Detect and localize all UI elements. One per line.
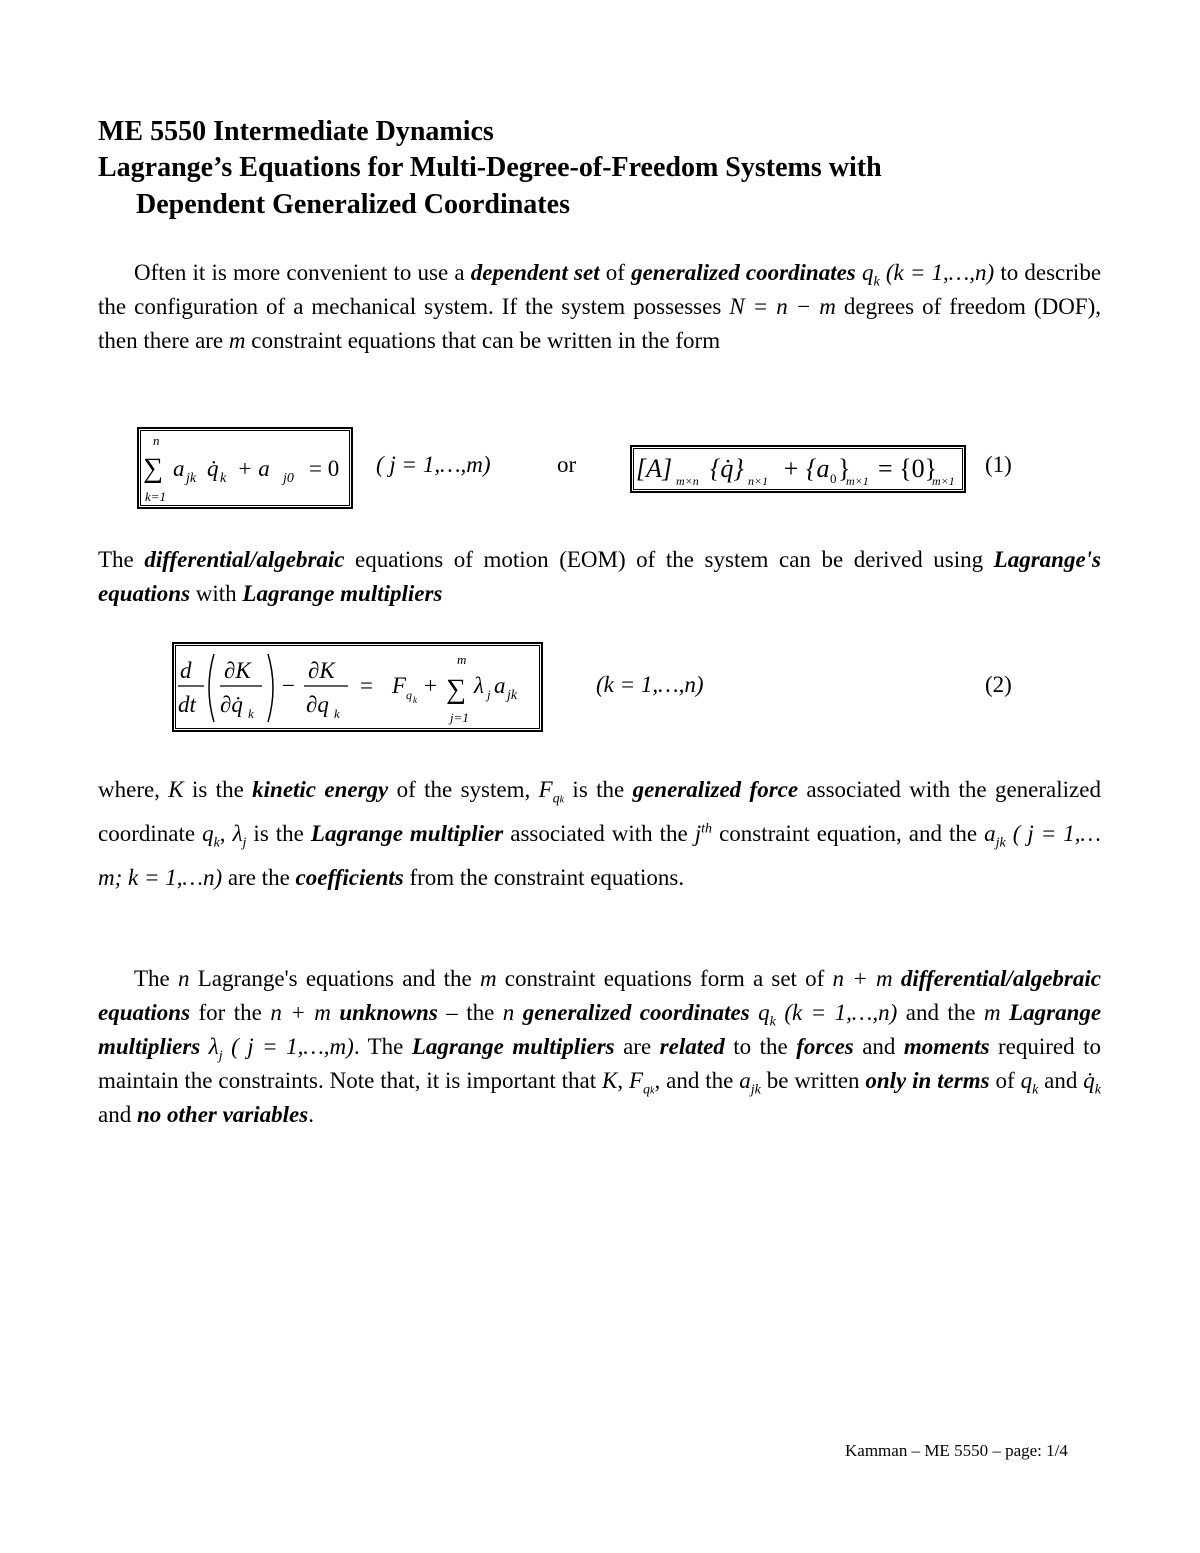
- equation-2-range: (k = 1,…,n): [596, 672, 704, 697]
- term-dependent-set: dependent set: [470, 260, 600, 285]
- svg-text:q̇: q̇: [207, 456, 219, 481]
- svg-text:q: q: [406, 688, 412, 702]
- svg-text:∑: ∑: [446, 674, 466, 705]
- svg-text:−: −: [282, 673, 295, 698]
- paragraph-definitions: where, K is the kinetic energy of the system, $F_{qk}$ is the generalized force associated with the generalized coordinate $q_k$, $\lambda_j$ is the Lagrange multiplier associated with the $j^{th}$ constraint equation, and the $a_{jk}$ ( j = 1,…m; k = 1,…n) are the coefficients from the constraint equations.: [98, 777, 1102, 890]
- svg-text:= {0}: = {0}: [878, 454, 938, 483]
- svg-text:jk: jk: [186, 471, 197, 486]
- svg-text:j=1: j=1: [450, 710, 469, 725]
- svg-text:m×1: m×1: [932, 474, 955, 488]
- equation-1-or: or: [557, 452, 577, 477]
- svg-text:k: k: [334, 706, 340, 721]
- svg-text:a: a: [173, 456, 185, 481]
- svg-text:∂q̇: ∂q̇: [220, 692, 243, 717]
- title-line-2: Lagrange’s Equations for Multi-Degree-of-Freedom Systems with: [98, 152, 882, 183]
- svg-text:k=1: k=1: [145, 489, 167, 504]
- equation-1-matrix-form: [632, 447, 964, 491]
- svg-text:∂K: ∂K: [224, 658, 251, 683]
- equation-1-sum: [139, 429, 351, 507]
- svg-text:m×1: m×1: [846, 474, 869, 488]
- svg-text:a: a: [494, 673, 506, 698]
- equation-1-left-box: [137, 427, 353, 509]
- svg-text:j0: j0: [283, 471, 294, 486]
- svg-text:dt: dt: [178, 692, 196, 717]
- page-footer: Kamman – ME 5550 – page: 1/4: [845, 1441, 1068, 1460]
- equation-1-right-box: [630, 445, 966, 493]
- svg-text:=: =: [360, 673, 373, 698]
- svg-text:k: k: [413, 695, 417, 705]
- svg-text:∂q: ∂q: [306, 692, 329, 717]
- term-generalized-coordinates: generalized coordinates: [631, 260, 856, 285]
- paragraph-intro: Often it is more convenient to use a dependent set of generalized coordinates $q_k$ (k = 1,…,n) to describe the configuration of a mechanical system. If the system possesses N = n − m degrees of freedom (DOF), then there are m constraint equations that can be written in the form: [98, 260, 1102, 353]
- svg-text:k: k: [248, 706, 254, 721]
- svg-text:∑: ∑: [143, 453, 163, 484]
- svg-text:0: 0: [830, 471, 837, 486]
- title-line-1: ME 5550 Intermediate Dynamics: [98, 116, 494, 147]
- equation-1-range: ( j = 1,…,m): [376, 452, 491, 477]
- svg-text:+: +: [424, 673, 437, 698]
- svg-text:= 0: = 0: [309, 456, 340, 481]
- paragraph-eom: The differential/algebraic equations of motion (EOM) of the system can be derived using Lagrange's equations with Lagrange multipliers: [98, 547, 1101, 606]
- equation-1-number: (1): [985, 452, 1012, 477]
- paragraph-unknowns: The n Lagrange's equations and the m constraint equations form a set of n + m differential/algebraic equations for the n + m unknowns – the n generalized coordinates $q_k$ (k = 1,…,n) and the m Lagrange multipliers $\lambda_j$ ( j = 1,…,m). The Lagrange multipliers are related to the forces and moments required to maintain the constraints. Note that, it is important that K, $F_{qk}$, and the $a_{jk}$ be written only in terms of $q_k$ and $q̇_k$ and no other variables.: [98, 966, 1102, 1127]
- svg-text:n×1: n×1: [748, 474, 769, 488]
- svg-text:}: }: [838, 454, 851, 483]
- equation-2-number: (2): [985, 672, 1012, 697]
- svg-text:m: m: [457, 652, 467, 667]
- svg-text:λ: λ: [474, 673, 484, 698]
- svg-text:jk: jk: [507, 688, 518, 703]
- svg-text:j: j: [487, 687, 491, 702]
- svg-text:[A]: [A]: [636, 454, 673, 483]
- svg-text:n: n: [153, 433, 160, 448]
- svg-text:+ a: + a: [237, 456, 270, 481]
- svg-text:m×n: m×n: [676, 474, 699, 488]
- svg-text:∂K: ∂K: [308, 658, 335, 683]
- svg-text:{q̇}: {q̇}: [710, 454, 744, 483]
- svg-text:k: k: [220, 471, 227, 486]
- svg-text:d: d: [180, 658, 192, 683]
- equation-2-box: [172, 642, 543, 732]
- equation-2-lagrange: [174, 644, 541, 730]
- svg-text:F: F: [392, 673, 407, 698]
- title-line-3: Dependent Generalized Coordinates: [136, 189, 570, 220]
- svg-text:+ {a: + {a: [782, 454, 830, 483]
